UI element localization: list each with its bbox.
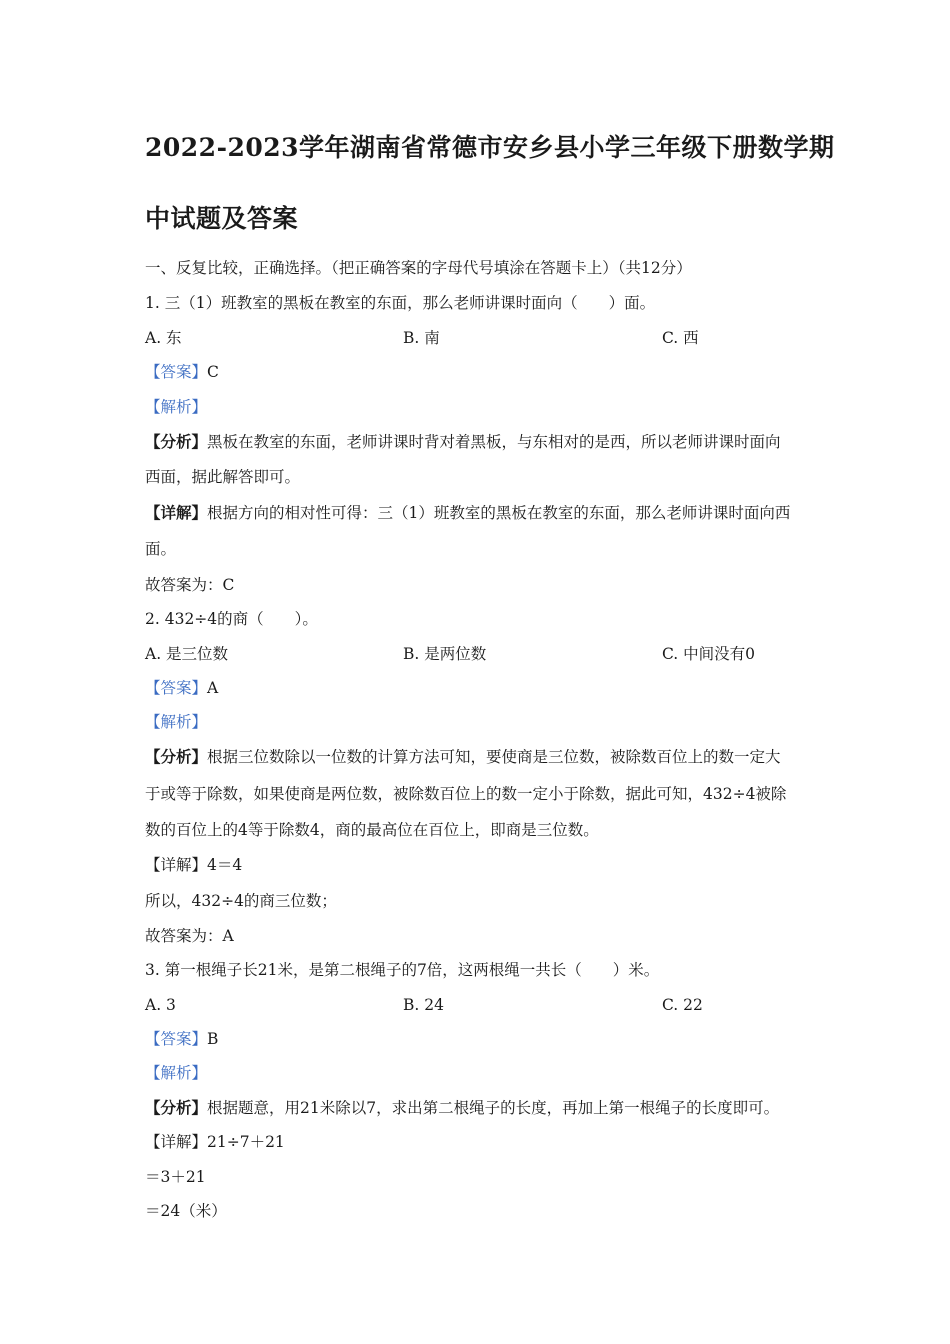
answer-value: C xyxy=(207,363,219,381)
q1-analysis-tag: 【解析】 xyxy=(145,398,208,416)
q3-stem: 3. 第一根绳子长21米，是第二根绳子的7倍，这两根绳一共长（ ）米。 xyxy=(145,961,660,979)
fenxi-tag: 【分析】 xyxy=(145,432,208,451)
answer-tag: 【答案】 xyxy=(145,679,208,697)
document-title-line1: 2022-2023学年湖南省常德市安乡县小学三年级下册数学期 xyxy=(145,133,835,162)
q2-fenxi-line3: 数的百位上的4等于除数4，商的最高位在百位上，即商是三位数。 xyxy=(145,821,599,839)
answer-tag: 【答案】 xyxy=(145,363,208,381)
xiangjie-tag: 【详解】 xyxy=(145,503,208,522)
q1-answer xyxy=(145,362,219,382)
fenxi-text: 根据三位数除以一位数的计算方法可知，要使商是三位数，被除数百位上的数一定大 xyxy=(207,748,781,766)
q2-fenxi-line1 xyxy=(145,747,781,767)
document-title-line2: 中试题及答案 xyxy=(145,204,299,233)
q1-fenxi-line2: 西面，据此解答即可。 xyxy=(145,468,301,486)
q2-option-a: A. 是三位数 xyxy=(145,645,229,663)
q3-step1: ＝3＋21 xyxy=(145,1168,206,1186)
q1-final-answer: 故答案为：C xyxy=(145,576,235,594)
q2-final-answer: 故答案为：A xyxy=(145,927,234,945)
fenxi-tag: 【分析】 xyxy=(145,747,208,766)
q3-option-b: B. 24 xyxy=(403,996,444,1014)
q3-answer xyxy=(145,1029,218,1049)
q3-step2: ＝24（米） xyxy=(145,1202,227,1220)
q2-fenxi-line2: 于或等于除数，如果使商是两位数，被除数百位上的数一定小于除数，据此可知，432÷4被除 xyxy=(145,785,787,803)
q2-option-c: C. 中间没有0 xyxy=(662,645,756,663)
answer-value: B xyxy=(207,1030,219,1048)
q3-analysis-tag: 【解析】 xyxy=(145,1064,208,1082)
q1-stem: 1. 三（1）班教室的黑板在教室的东面，那么老师讲课时面向（ ）面。 xyxy=(145,294,656,312)
q2-xiangjie: 【详解】4＝4 xyxy=(145,856,243,874)
q1-option-a: A. 东 xyxy=(145,329,182,347)
q1-option-b: B. 南 xyxy=(403,329,440,347)
q1-xiangjie-line1 xyxy=(145,503,790,523)
q1-option-c: C. 西 xyxy=(662,329,699,347)
fenxi-tag: 【分析】 xyxy=(145,1098,208,1117)
q3-xiangjie: 【详解】21÷7＋21 xyxy=(145,1133,285,1151)
xiangjie-text: 根据方向的相对性可得：三（1）班教室的黑板在教室的东面，那么老师讲课时面向西 xyxy=(207,504,791,522)
q3-fenxi-line1 xyxy=(145,1098,779,1118)
section-heading: 一、反复比较，正确选择。（把正确答案的字母代号填涂在答题卡上）（共12分） xyxy=(145,259,692,277)
q2-answer xyxy=(145,678,218,698)
q2-analysis-tag: 【解析】 xyxy=(145,713,208,731)
q3-option-a: A. 3 xyxy=(145,996,176,1014)
q1-fenxi-line1 xyxy=(145,432,781,452)
fenxi-text: 根据题意，用21米除以7，求出第二根绳子的长度，再加上第一根绳子的长度即可。 xyxy=(207,1099,780,1117)
answer-value: A xyxy=(207,679,219,697)
q2-option-b: B. 是两位数 xyxy=(403,645,487,663)
q1-xiangjie-line2: 面。 xyxy=(145,540,177,558)
q2-stem: 2. 432÷4的商（ ）。 xyxy=(145,610,318,628)
q2-conclusion: 所以，432÷4的商三位数； xyxy=(145,892,337,910)
fenxi-text: 黑板在教室的东面，老师讲课时背对着黑板，与东相对的是西，所以老师讲课时面向 xyxy=(207,433,781,451)
q3-option-c: C. 22 xyxy=(662,996,703,1014)
answer-tag: 【答案】 xyxy=(145,1030,208,1048)
